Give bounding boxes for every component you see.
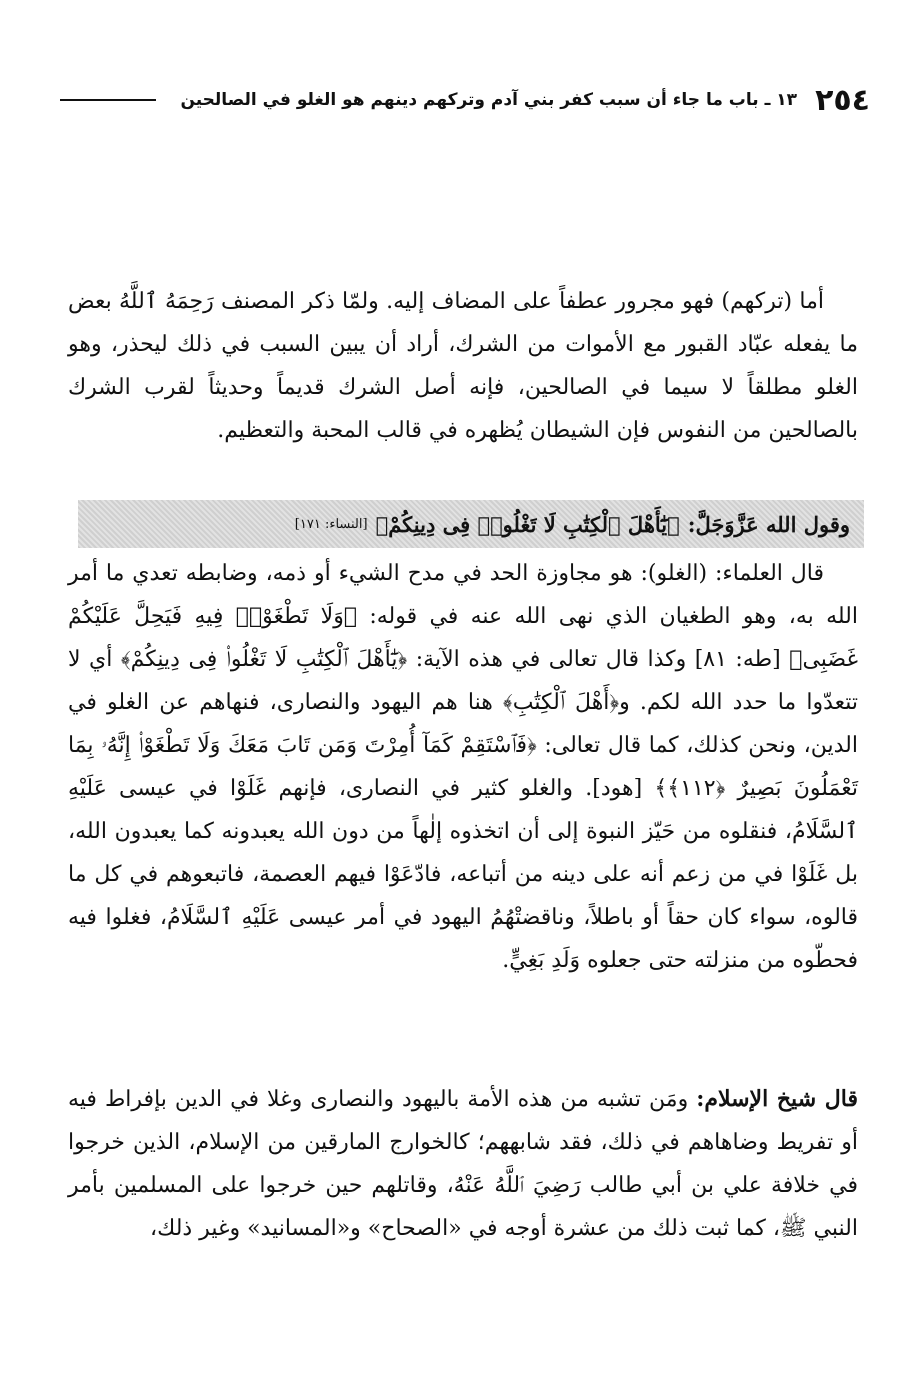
header-rule [60, 99, 156, 101]
highlighted-verse-heading [78, 500, 864, 548]
chapter-title: ١٣ ـ باب ما جاء أن سبب كفر بني آدم وتركهم دينهم هو الغلو في الصالحين [180, 90, 798, 110]
heading-citation: [النساء: ١٧١] [294, 516, 368, 532]
paragraph-intro-text: أما (تركهم) فهو مجرور عطفاً على المضاف إليه. ولمّا ذكر المصنف رَحِمَهُ ٱللَّهُ بعض ما يفعله عبّاد القبور مع الأموات من الشرك، أراد أن يبين السبب في ذلك ليحذر، وهو الغلو مطلقاً لا سيما في الصالحين، فإنه أصل الشرك قديماً وحديثاً لقرب الشرك بالصالحين من النفوس فإن الشيطان يُظهره في قالب المحبة والتعظيم. [68, 289, 858, 443]
paragraph-scholars-text: قال العلماء: (الغلو): هو مجاوزة الحد في مدح الشيء أو ذمه، وضابطه تعدي ما أمر الله به، وهو الطغيان الذي نهى الله عنه في قوله: ﴿وَلَا تَطْغَوْا۟ فِيهِ فَيَحِلَّ عَلَيْكُمْ غَضَبِى﴾ [طه: ٨١] وكذا قال تعالى في هذه الآية: ﴿يَٰٓأَهْلَ ٱلْكِتَٰبِ لَا تَغْلُوا۟ فِى دِينِكُمْ﴾ أي لا تتعدّوا ما حدد الله لكم. و﴿أَهْلَ ٱلْكِتَٰبِ﴾ هنا هم اليهود والنصارى، فنهاهم عن الغلو في الدين، ونحن كذلك، كما قال تعالى: ﴿فَٱسْتَقِمْ كَمَآ أُمِرْتَ وَمَن تَابَ مَعَكَ وَلَا تَطْغَوْا۟ إِنَّهُۥ بِمَا تَعْمَلُونَ بَصِيرٌ ﴿١١٢﴾﴾ [هود]. والغلو كثير في النصارى، فإنهم غَلَوْا في عيسى عَلَيْهِ ٱلسَّلَامُ، فنقلوه من حَيّز النبوة إلى أن اتخذوه إلٰهاً من دون الله يعبدونه كما يعبدون الله، بل غَلَوْا في من زعم أنه على دينه من أتباعه، فادّعَوْا فيهم العصمة، فاتبعوهم في كل ما قالوه، سواء كان حقاً أو باطلاً، وناقضتْهُمُ اليهود في أمر عيسى عَلَيْهِ ٱلسَّلَامُ، فغلوا فيه فحطّوه من منزلته حتى جعلوه وَلَدِ بَغِيٍّ. [68, 561, 858, 973]
paragraph-intro [68, 280, 858, 452]
heading-verse: ﴿يَٰٓأَهْلَ ٱلْكِتَٰبِ لَا تَغْلُوا۟ فِى دِينِكُمْ﴾ [375, 511, 680, 537]
page-number: ٢٥٤ [815, 82, 870, 118]
paragraph-shaykh-lead: قال شيخ الإسلام: [696, 1086, 858, 1112]
paragraph-scholars [68, 552, 858, 982]
paragraph-shaykh-text [68, 1078, 858, 1250]
paragraph-shaykh [68, 1078, 858, 1250]
paragraph-shaykh-body: ومَن تشبه من هذه الأمة باليهود والنصارى وغلا في الدين بإفراط فيه أو تفريط وضاهاهم في ذلك، فقد شابههم؛ كالخوارج المارقين من الإسلام، الذين خرجوا في خلافة علي بن أبي طالب رَضِيَ ٱللَّهُ عَنْهُ، وقاتلهم حين خرجوا على المسلمين بأمر النبي ﷺ، كما ثبت ذلك من عشرة أوجه في «الصحاح» و«المسانيد» وغير ذلك، [68, 1087, 858, 1241]
heading-lead: وقول الله عَزَّوَجَلَّ: [687, 511, 850, 537]
running-header [60, 80, 870, 120]
